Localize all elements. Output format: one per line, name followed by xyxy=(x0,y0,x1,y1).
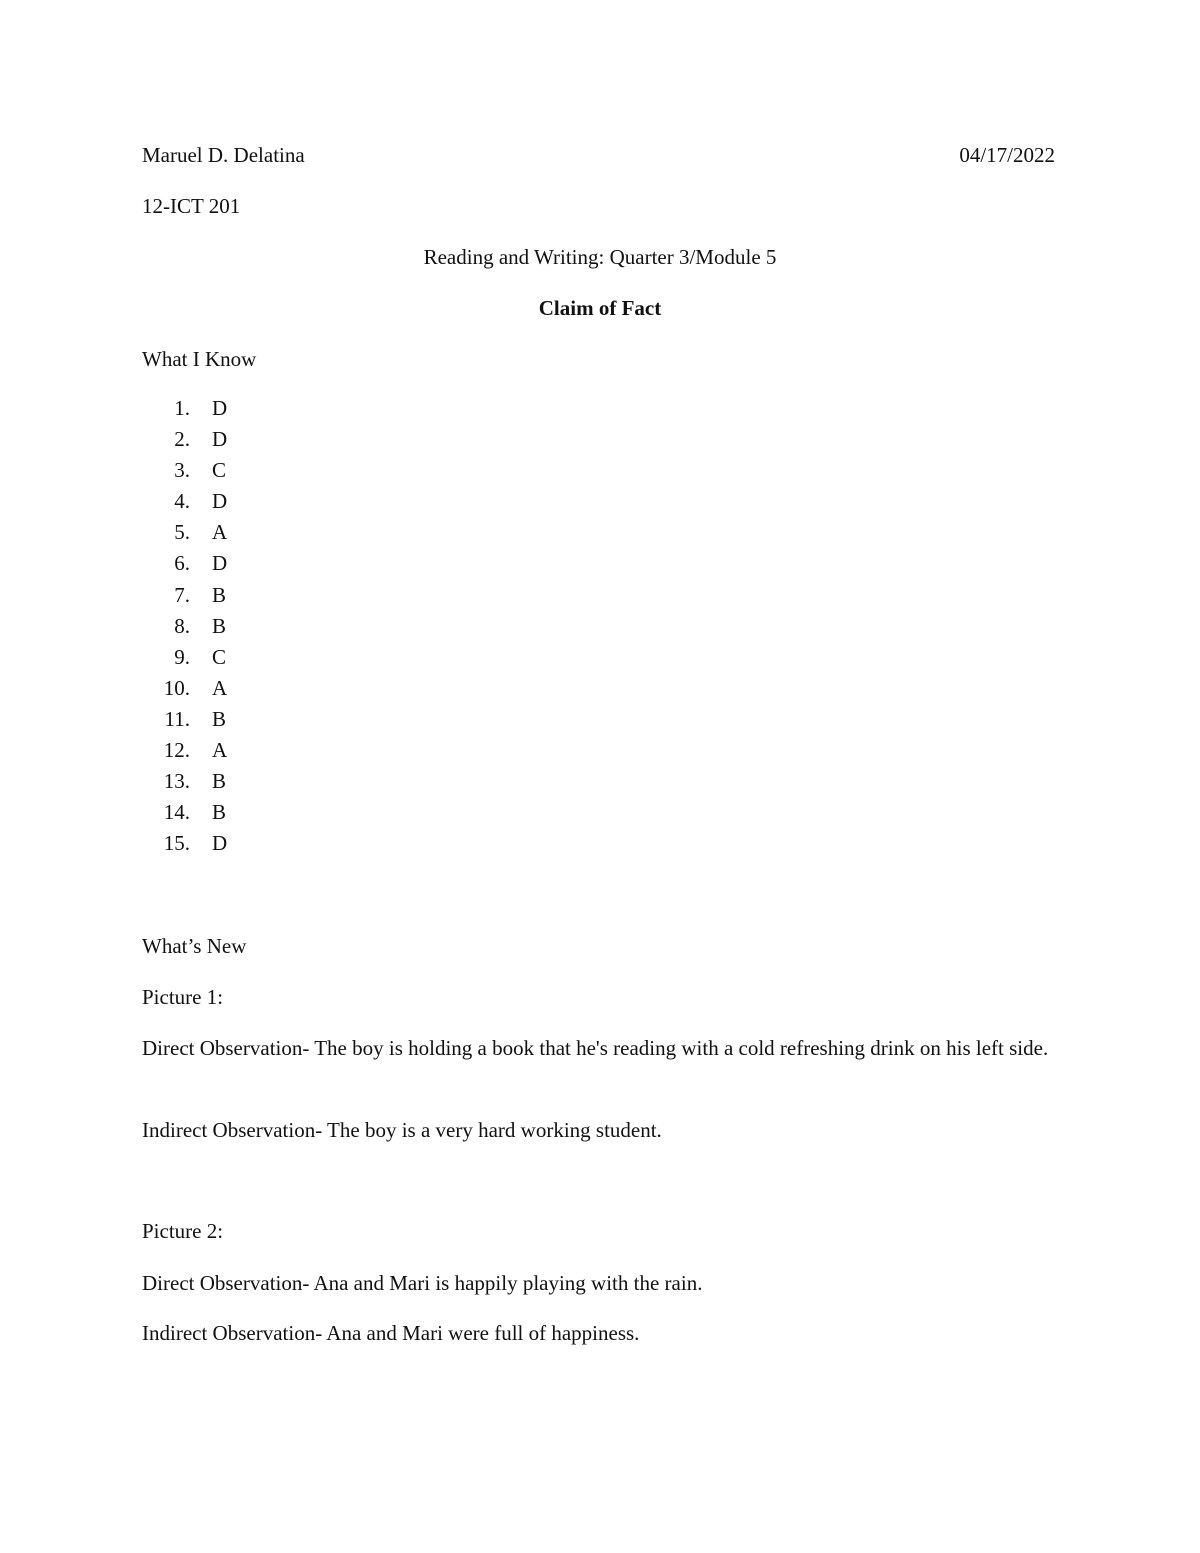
answer-number: 9. xyxy=(174,644,190,669)
answer-letter: D xyxy=(212,427,228,452)
what-i-know-heading: What I Know xyxy=(142,347,257,371)
answer-number: 1. xyxy=(174,396,190,420)
answer-letter: D xyxy=(212,489,228,514)
answer-letter: A xyxy=(212,675,228,700)
answer-letter: A xyxy=(212,738,228,763)
answer-number: 2. xyxy=(174,427,190,452)
answer-letter: D xyxy=(212,396,228,420)
answer-number: 10. xyxy=(163,675,190,700)
answer-number: 5. xyxy=(174,520,190,545)
answer-number: 15. xyxy=(163,831,190,856)
picture-2-direct-observation: Direct Observation- Ana and Mari is happily playing with the rain. xyxy=(142,1271,703,1295)
picture-2-label: Picture 2: xyxy=(142,1219,224,1243)
answer-letter: B xyxy=(212,706,227,731)
answer-letter: C xyxy=(212,644,227,669)
answer-letter: C xyxy=(212,458,227,483)
answer-number: 6. xyxy=(174,551,190,576)
picture-2-indirect-observation: Indirect Observation- Ana and Mari were full of happiness. xyxy=(142,1321,640,1345)
answer-letter: B xyxy=(212,613,227,638)
answer-letter: B xyxy=(212,769,227,794)
subject-line: Reading and Writing: Quarter 3/Module 5 xyxy=(423,245,777,269)
answer-letter: A xyxy=(212,520,228,545)
answer-number: 3. xyxy=(174,458,190,483)
answer-letter: B xyxy=(212,800,227,825)
picture-1-direct-observation: Direct Observation- The boy is holding a book that he's reading with a cold refreshing drink on his left side. xyxy=(142,1036,1049,1060)
submission-date: 04/17/2022 xyxy=(959,143,1055,167)
student-name: Maruel D. Delatina xyxy=(142,143,305,167)
answer-number: 14. xyxy=(163,800,190,825)
answer-number: 12. xyxy=(163,738,190,763)
document-title: Claim of Fact xyxy=(538,296,662,320)
whats-new-heading: What’s New xyxy=(142,934,247,958)
answer-number: 11. xyxy=(164,706,190,731)
answer-number: 7. xyxy=(174,582,190,607)
answer-letter: D xyxy=(212,831,228,856)
answer-number: 4. xyxy=(174,489,190,514)
answer-number: 13. xyxy=(163,769,190,794)
picture-1-indirect-observation: Indirect Observation- The boy is a very hard working student. xyxy=(142,1118,662,1142)
answer-number: 8. xyxy=(174,613,190,638)
class-section: 12-ICT 201 xyxy=(142,194,241,218)
answer-letter: D xyxy=(212,551,228,576)
picture-1-label: Picture 1: xyxy=(142,985,224,1009)
answer-letter: B xyxy=(212,582,227,607)
